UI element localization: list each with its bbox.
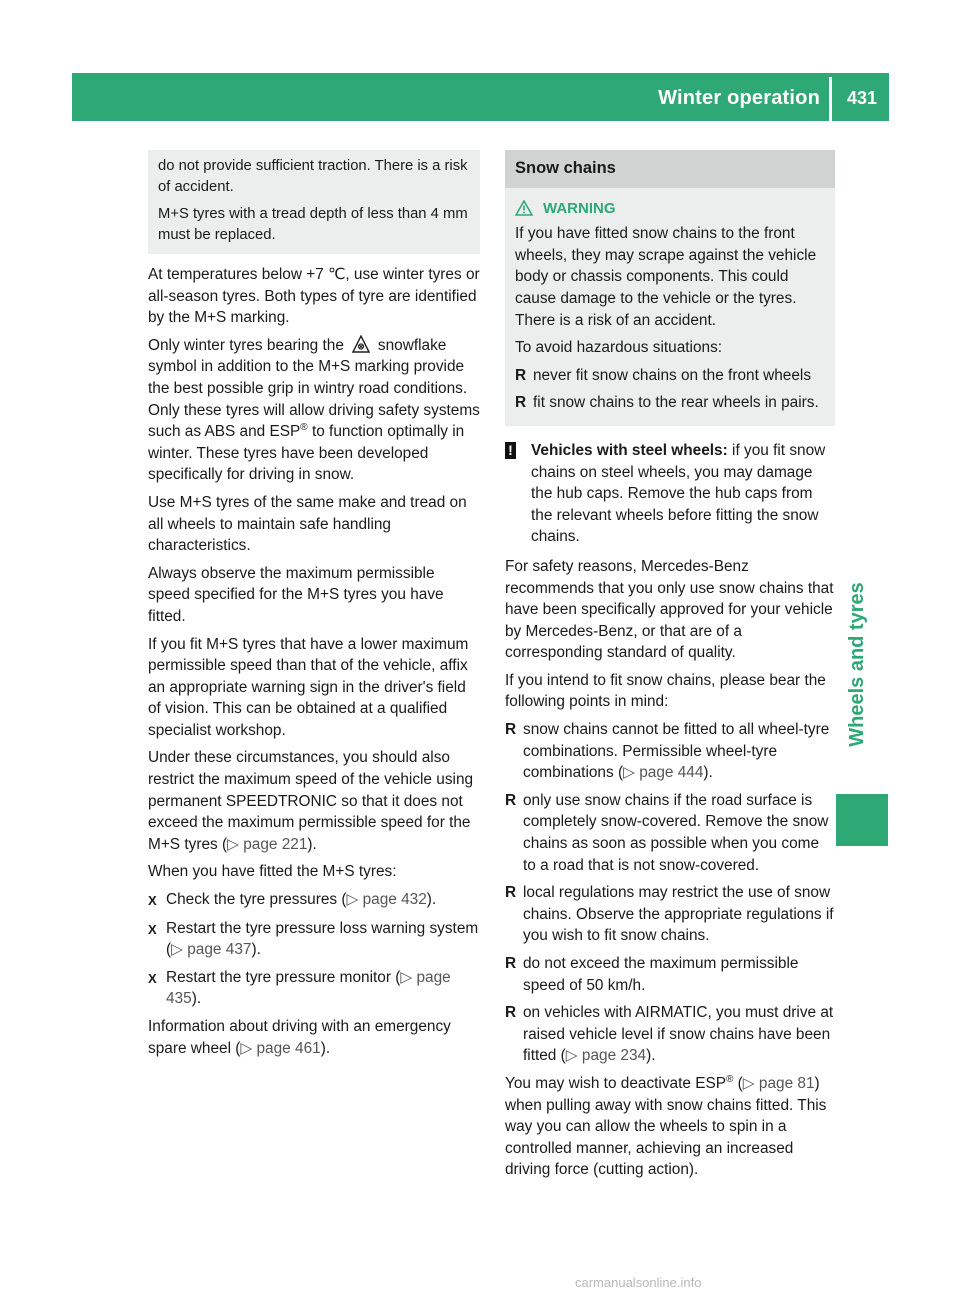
step-item <box>148 918 480 961</box>
text: ). <box>426 891 437 909</box>
text: ). <box>191 990 202 1008</box>
warning-text: If you have fitted snow chains to the front wheels, they may scrape against the vehicle body or chassis components. This could cause damage to the vehicle or the tyres. There is a risk of an accident. <box>515 225 817 329</box>
warning-triangle-icon <box>515 200 533 216</box>
page-reference-link[interactable]: ▷ page 221 <box>227 835 308 853</box>
bullet-text: do not exceed the maximum permissible speed of 50 km/h. <box>523 955 799 994</box>
text: You may wish to deactivate ESP <box>505 1074 727 1092</box>
text: ( <box>733 1074 743 1092</box>
paragraph: Use M+S tyres of the same make and tread on all wheels to maintain safe handling characteristics. <box>148 493 467 555</box>
page-reference-link[interactable]: ▷ page 432 <box>346 891 427 909</box>
step-arrow-icon: X <box>148 921 157 937</box>
text: Check the tyre pressures ( <box>166 891 347 909</box>
paragraph: For safety reasons, Mercedes-Benz recommends that you only use snow chains that have been specifically approved for your vehicle by Mercedes-Benz, or that are of a corresponding standard of quality. <box>505 557 834 662</box>
left-column <box>148 150 480 1065</box>
step-text <box>166 918 480 961</box>
paragraph: If you intend to fit snow chains, please bear the following points in mind: <box>505 671 826 711</box>
bullet-text <box>523 719 835 784</box>
page-number: 431 <box>846 88 877 108</box>
step-arrow-icon: X <box>148 970 157 986</box>
bullet-icon: R <box>505 721 517 739</box>
text: to function optimally in winter. These tyres have been developed specifically for driving in snow. <box>148 423 465 484</box>
paragraph: If you fit M+S tyres that have a lower maximum permissible speed than that of the vehicle, affix an appropriate warning sign in the driver's field of vision. This can be obtained at a qualified specialist workshop. <box>148 635 469 739</box>
text: ). <box>307 835 317 853</box>
warning-text: To avoid hazardous situations: <box>515 339 723 357</box>
text: snowflake symbol in addition to the M+S marking provide the best possible grip in wintry road conditions. Only these tyres will allow driving safety systems such as ABS and ESP <box>148 336 480 441</box>
step-item <box>148 889 480 912</box>
text: ). <box>646 1047 656 1065</box>
page-reference-link[interactable]: ▷ page 234 <box>565 1047 647 1065</box>
note-exclamation-icon <box>505 440 531 548</box>
text: ). <box>703 764 713 782</box>
bullet-text: only use snow chains if the road surface is completely snow-covered. Remove the snow chains as soon as possible when you come to a road that is not snow-covered. <box>523 791 829 874</box>
paragraph <box>505 1073 835 1181</box>
bullet-icon: R <box>515 394 527 412</box>
step-arrow-icon: X <box>148 893 157 909</box>
page-reference-link[interactable]: ▷ page 437 <box>171 941 252 959</box>
paragraph <box>148 335 480 486</box>
bullet-text: local regulations may restrict the use of snow chains. Observe the appropriate regulations if you wish to fit snow chains. <box>523 884 834 945</box>
side-tab <box>836 548 878 780</box>
text: ). <box>320 1039 331 1057</box>
warning-bullet <box>515 392 825 414</box>
page-reference-link[interactable]: ▷ page 461 <box>240 1039 321 1057</box>
warning-label: WARNING <box>543 199 616 217</box>
bullet-icon: R <box>505 884 517 902</box>
warning-title <box>515 198 825 220</box>
warning-box <box>505 188 835 426</box>
bullet-icon: R <box>505 791 517 809</box>
list-item <box>505 953 835 996</box>
continued-warning-box <box>148 150 480 254</box>
note-lead: Vehicles with steel wheels: <box>531 441 728 459</box>
text: snow chains cannot be fitted to all wheel-tyre combinations. Permissible wheel-tyre combinations ( <box>523 721 830 782</box>
step-text <box>166 889 480 912</box>
bullet-icon: R <box>505 955 517 972</box>
step-text <box>166 967 480 1010</box>
header-bar <box>72 73 889 121</box>
side-tab-label: Wheels and tyres <box>845 581 868 747</box>
header-divider <box>829 77 832 121</box>
bullet-text <box>523 1002 835 1067</box>
paragraph <box>148 747 480 855</box>
paragraph: When you have fitted the M+S tyres: <box>148 863 397 881</box>
page-reference-link[interactable]: ▷ page 444 <box>623 764 704 782</box>
paragraph: Always observe the maximum permissible speed specified for the M+S tyres you have fitted. <box>148 564 444 625</box>
note-block <box>505 440 835 548</box>
box-text-2: M+S tyres with a tread depth of less than 4 mm must be replaced. <box>158 206 468 243</box>
bullet-text: fit snow chains to the rear wheels in pairs. <box>533 394 819 412</box>
text: if you fit snow chains on steel wheels, you may damage the hub caps. Remove the hub caps from the relevant wheels before fitting the snow chains. <box>531 441 826 546</box>
bullet-icon: R <box>505 1004 517 1022</box>
text: Restart the tyre pressure monitor ( <box>166 968 401 986</box>
list-item <box>505 790 835 876</box>
text: Restart the tyre pressure loss warning system ( <box>166 919 479 959</box>
text: on vehicles with AIRMATIC, you must drive at raised vehicle level if snow chains have been fitted ( <box>523 1004 834 1065</box>
registered-mark: ® <box>300 422 308 434</box>
step-item <box>148 967 480 1010</box>
registered-mark: ® <box>726 1073 734 1085</box>
paragraph: At temperatures below +7 ℃, use winter tyres or all-season tyres. Both types of tyre are identified by the M+S marking. <box>148 266 480 327</box>
text: ). <box>251 941 261 959</box>
bullet-text: never fit snow chains on the front wheels <box>533 366 812 384</box>
bullet-icon: R <box>515 366 527 384</box>
list-item <box>505 1002 835 1067</box>
page-reference-link[interactable]: ▷ page 81 <box>742 1074 815 1092</box>
page-title: Winter operation <box>658 87 820 109</box>
side-tab-square <box>836 794 888 846</box>
text: Information about driving with an emergency spare wheel ( <box>148 1018 451 1057</box>
text: Under these circumstances, you should also restrict the maximum speed of the vehicle using permanent SPEEDTRONIC so that it does not exceed the maximum permissible speed for the M+S tyres ( <box>148 749 474 853</box>
box-text-1: do not provide sufficient traction. There is a risk of accident. <box>158 158 468 195</box>
note-mark: ! <box>505 442 516 459</box>
text: Only winter tyres bearing the <box>148 336 344 354</box>
page-reference-link[interactable]: ▷ page 435 <box>166 968 451 1008</box>
note-text <box>531 440 835 548</box>
list-item <box>505 882 835 947</box>
right-column <box>505 150 835 1187</box>
warning-bullet <box>515 365 825 387</box>
mountain-snowflake-icon <box>352 335 370 353</box>
text: ) when pulling away with snow chains fitted. This way you can allow the wheels to spin in a controlled manner, achieving an increased driving force (cutting action). <box>505 1074 827 1179</box>
section-heading: Snow chains <box>505 150 835 188</box>
list-item <box>505 719 835 784</box>
watermark: carmanualsonline.info <box>575 1275 702 1290</box>
paragraph <box>148 1016 480 1059</box>
